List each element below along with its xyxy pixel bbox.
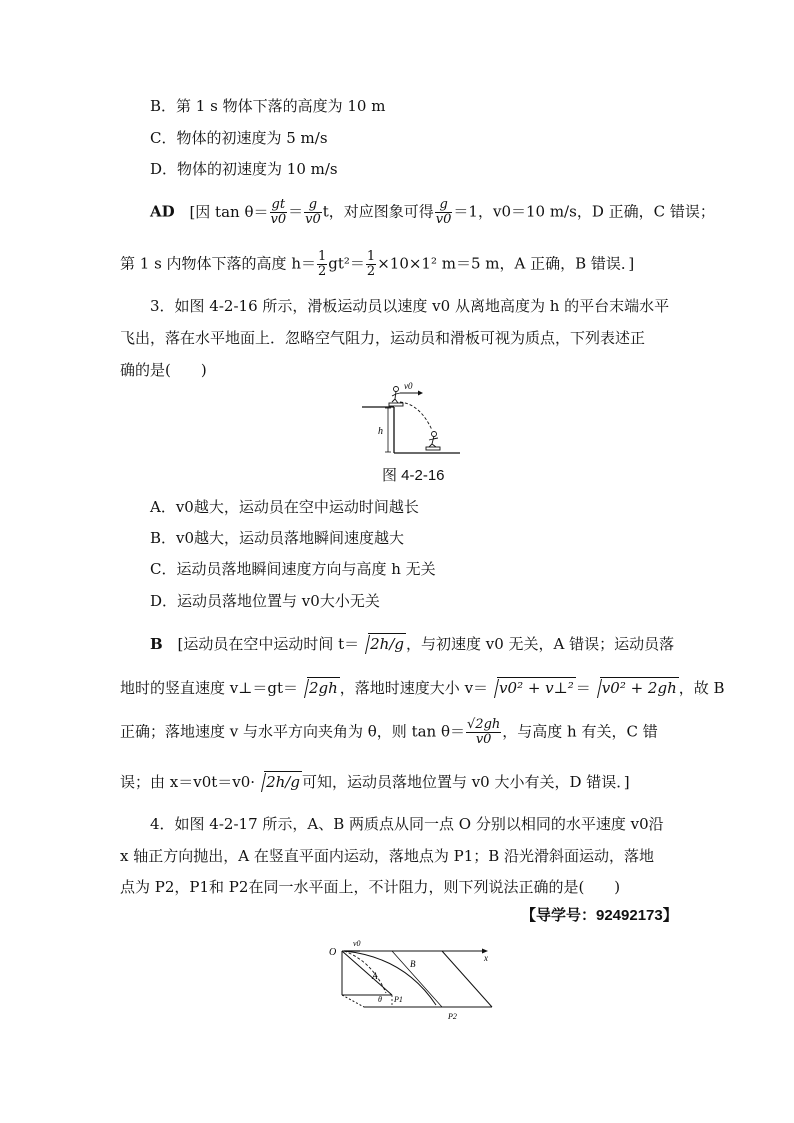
trajectory-a [344,951,386,993]
q4-stem-line-3: 点为 P2，P1和 P2在同一水平面上，不计阻力，则下列说法正确的是( ) [120,878,621,896]
q4-stem-line-2: x 轴正方向抛出，A 在竖直平面内运动，落地点为 P1；B 沿光滑斜面运动，落地 [120,847,655,865]
label-p1: P1 [394,995,403,1004]
trajectory-b [344,951,436,1005]
q4-stem-line-1: 4．如图 4-2-17 所示，A、B 两质点从同一点 O 分别以相同的水平速度 v0沿 [150,815,664,833]
skater-start-head [394,387,399,392]
q2-option-d: D．物体的初速度为 10 m/s [150,160,338,178]
velocity-label: v0 [404,381,413,391]
q2-solution-line-1: AD [因 tan θ＝ $\frac{gt}{v0}$ ＝ $\frac{g}{v0}$ t，对应图象可得 $\frac{g}{v0}$ ＝1，v0＝10 m/s，D 正确，C 错误； [150,197,715,227]
x-axis-label: x [484,953,488,963]
velocity-label: v0 [353,939,361,948]
q3-stem-line-2: 飞出，落在水平地面上．忽略空气阻力，运动员和滑板可视为质点，下列表述正 [120,329,646,347]
incline-front-edge [342,951,392,995]
q3-option-d: D．运动员落地位置与 v0大小无关 [150,592,380,610]
q2-solution-line-2: 第 1 s 内物体下落的高度 h＝ $\frac{1}{2}$ gt²＝ $\frac{1}{2}$ ×10×1² m＝5 m，A 正确，B 错误．] [120,249,635,279]
origin-label: O [329,947,337,958]
q3-solution-line-3: 正确；落地速度 v 与水平方向夹角为 θ，则 tan θ＝ $\frac{√2gh}{v0}$ ，与高度 h 有关，C 错 [120,717,658,747]
q3-option-c: C．运动员落地瞬间速度方向与高度 h 无关 [150,560,436,578]
q2-option-b: B．第 1 s 物体下落的高度为 10 m [150,97,386,115]
q3-option-a: A．v0越大，运动员在空中运动时间越长 [150,498,419,516]
label-a: A [372,971,378,981]
q3-solution-line-1: B [运动员在空中运动时间 t＝ 2h/g ，与初速度 v0 无关，A 错误；运动员落 [150,635,675,653]
label-theta: θ [378,995,382,1004]
guide-number: 【导学号：92492173】 [521,907,678,924]
q3-solution-line-2: 地时的竖直速度 v⊥＝gt＝ 2gh ，落地时速度大小 v＝ v0² + v⊥² ＝ v0² + 2gh ，故 B [120,679,725,697]
skater-end-head [432,432,437,437]
label-b: B [410,959,416,969]
label-p2: P2 [448,1012,457,1021]
box-bottom-diagonal [342,995,364,1007]
height-label: h [378,426,383,437]
q3-option-b: B．v0越大，运动员落地瞬间速度越大 [150,529,405,547]
q3-answer-label: B [150,635,163,653]
q3-stem-line-3: 确的是( ) [120,361,207,379]
q3-solution-line-4: 误；由 x＝v0t＝v0· 2h/g 可知，运动员落地位置与 v0 大小有关，D 错误．] [120,773,630,791]
q2-answer-label: AD [150,202,175,221]
trajectory-curve [400,402,432,430]
q3-stem-line-1: 3．如图 4-2-16 所示，滑板运动员以速度 v0 从离地高度为 h 的平台末端水平 [150,297,670,315]
figure-4-2-17 [324,935,499,1023]
figure-4-2-16 [352,378,462,458]
q2-option-c: C．物体的初速度为 5 m/s [150,129,328,147]
figure-4-2-16-caption: 图 4-2-16 [382,467,445,484]
